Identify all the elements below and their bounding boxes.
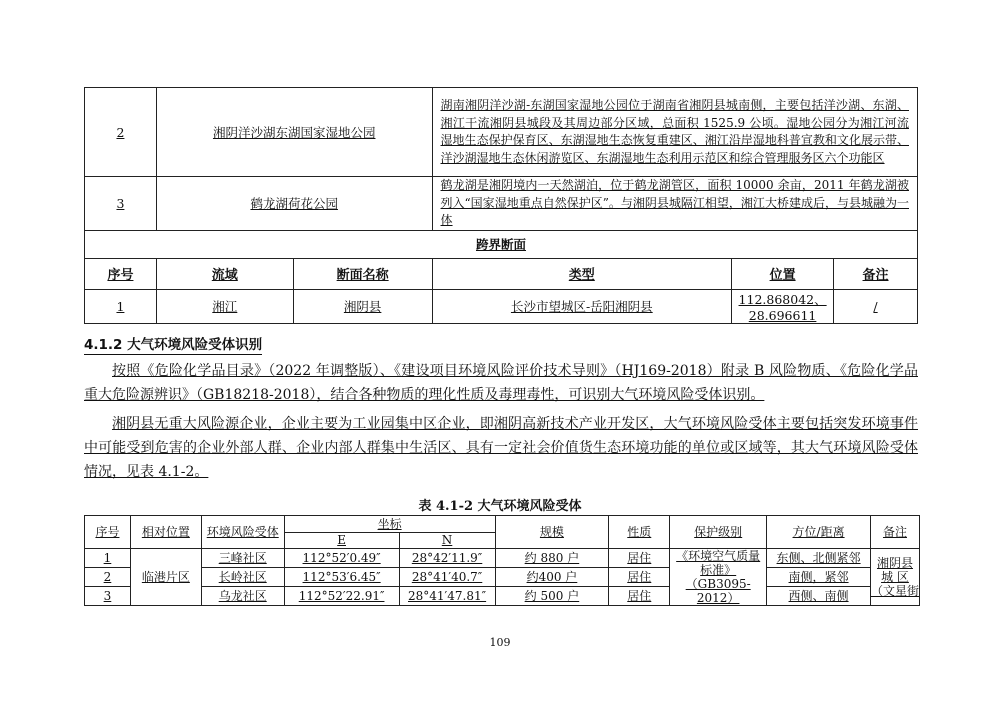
table-row [85,587,920,606]
cell-scale: 约400 户 [495,568,609,587]
header-n: N [399,532,495,549]
cell-no: 1 [85,289,157,323]
table-header-row [85,516,920,533]
cell-note: 湘阴县 城 区 （文星街 [870,549,919,606]
cell-scale: 约 880 户 [495,549,609,568]
park-name: 鹤龙湖荷花公园 [156,177,432,231]
header-receptor: 环境风险受体 [201,516,284,549]
cell-no: 3 [85,587,131,606]
cell-section-name: 湘阴县 [293,289,432,323]
air-risk-receptor-table [84,515,920,606]
cell-protection: 《环境空气质量 标准》 （GB3095-2012） [670,549,767,606]
table-caption: 表 4.1-2 大气环境风险受体 [418,499,582,514]
header-position: 位置 [732,258,834,289]
cell-nature: 居住 [609,549,670,568]
cell-e: 112°52′22.91″ [284,587,399,606]
header-protection: 保护级别 [670,516,767,549]
cell-note: / [834,289,918,323]
paragraph: 湘阴县无重大风险源企业，企业主要为工业园集中区企业，即湘阴高新技术产业开发区，大气环境风险受体主要包括突发环境事件中可能受到危害的企业外部人群、企业内部人群集中生活区、具有一定社会价值货生态环境功能的单位或区域等，其大气环境风险受体情况，见表 4.1-2。 [84,416,918,480]
wetland-and-cross-section-table [84,87,918,324]
cell-direction: 东侧、北侧紧邻 [767,549,871,568]
cell-type: 长沙市望城区-岳阳湘阴县 [432,289,732,323]
cell-receptor: 乌龙社区 [201,587,284,606]
header-note: 备注 [834,258,918,289]
header-e: E [284,532,399,549]
table-row [85,177,918,231]
cell-nature: 居住 [609,587,670,606]
cell-scale: 约 500 户 [495,587,609,606]
cell-n: 28°41′40.7″ [399,568,495,587]
park-description: 湖南湘阴洋沙湖-东湖国家湿地公园位于湖南省湘阴县城南侧，主要包括洋沙湖、东湖、湘江干流湘阴县城段及其周边部分区域，总面积 1525.9 公顷。湿地公园分为湘江河流湿地生态保护保育区、东湖湿地生态恢复重建区、湘江沿岸湿地科普宣教和文化展示带、洋沙湖湿地生态休闲游览区、东湖湿地生态利用示范区和综合管理服务区六个功能区 [432,88,917,177]
cell-no: 2 [85,568,131,587]
paragraph: 按照《危险化学品目录》（2022 年调整版）、《建设项目环境风险评价技术导则》（HJ169-2018）附录 B 风险物质、《危险化学品重大危险源辨识》（GB18218-2018），结合各种物质的理化性质及毒理毒性，可识别大气环境风险受体识别。 [84,363,918,403]
row-no: 2 [85,88,157,177]
cell-n: 28°41′47.81″ [399,587,495,606]
cell-nature: 居住 [609,568,670,587]
cell-no: 1 [85,549,131,568]
row-no: 3 [85,177,157,231]
header-no: 序号 [85,258,157,289]
cell-receptor: 三峰社区 [201,549,284,568]
cross-section-title: 跨界断面 [85,230,918,258]
section-heading: 4.1.2 大气环境风险受体识别 [84,333,262,355]
header-scale: 规模 [495,516,609,549]
table-row [85,549,920,568]
cell-location: 临港片区 [130,549,201,606]
table-row [85,88,918,177]
cell-direction: 南侧，紧邻 [767,568,871,587]
table-row [85,568,920,587]
header-basin: 流域 [156,258,293,289]
header-direction: 方位/距离 [767,516,871,549]
table-header-row [85,258,918,289]
cell-position: 112.868042、28.696611 [732,289,834,323]
header-location: 相对位置 [130,516,201,549]
header-coord: 坐标 [284,516,495,533]
cell-direction: 西侧、南侧 [767,587,871,606]
header-nature: 性质 [609,516,670,549]
cell-receptor: 长岭社区 [201,568,284,587]
header-no: 序号 [85,516,131,549]
header-section-name: 断面名称 [293,258,432,289]
table-row [85,289,918,323]
cell-n: 28°42′11.9″ [399,549,495,568]
park-description: 鹤龙湖是湘阴境内一天然湖泊，位于鹤龙湖管区，面积 10000 余亩，2011 年鹤龙湖被列入“国家湿地重点自然保护区”。与湘阴县城隔江相望，湘江大桥建成后，与县城融为一体 [432,177,917,231]
park-name: 湘阴洋沙湖东湖国家湿地公园 [156,88,432,177]
page-number: 109 [489,636,511,649]
cell-e: 112°53′6.45″ [284,568,399,587]
header-type: 类型 [432,258,732,289]
header-note: 备注 [870,516,919,549]
cell-basin: 湘江 [156,289,293,323]
cell-e: 112°52′0.49″ [284,549,399,568]
